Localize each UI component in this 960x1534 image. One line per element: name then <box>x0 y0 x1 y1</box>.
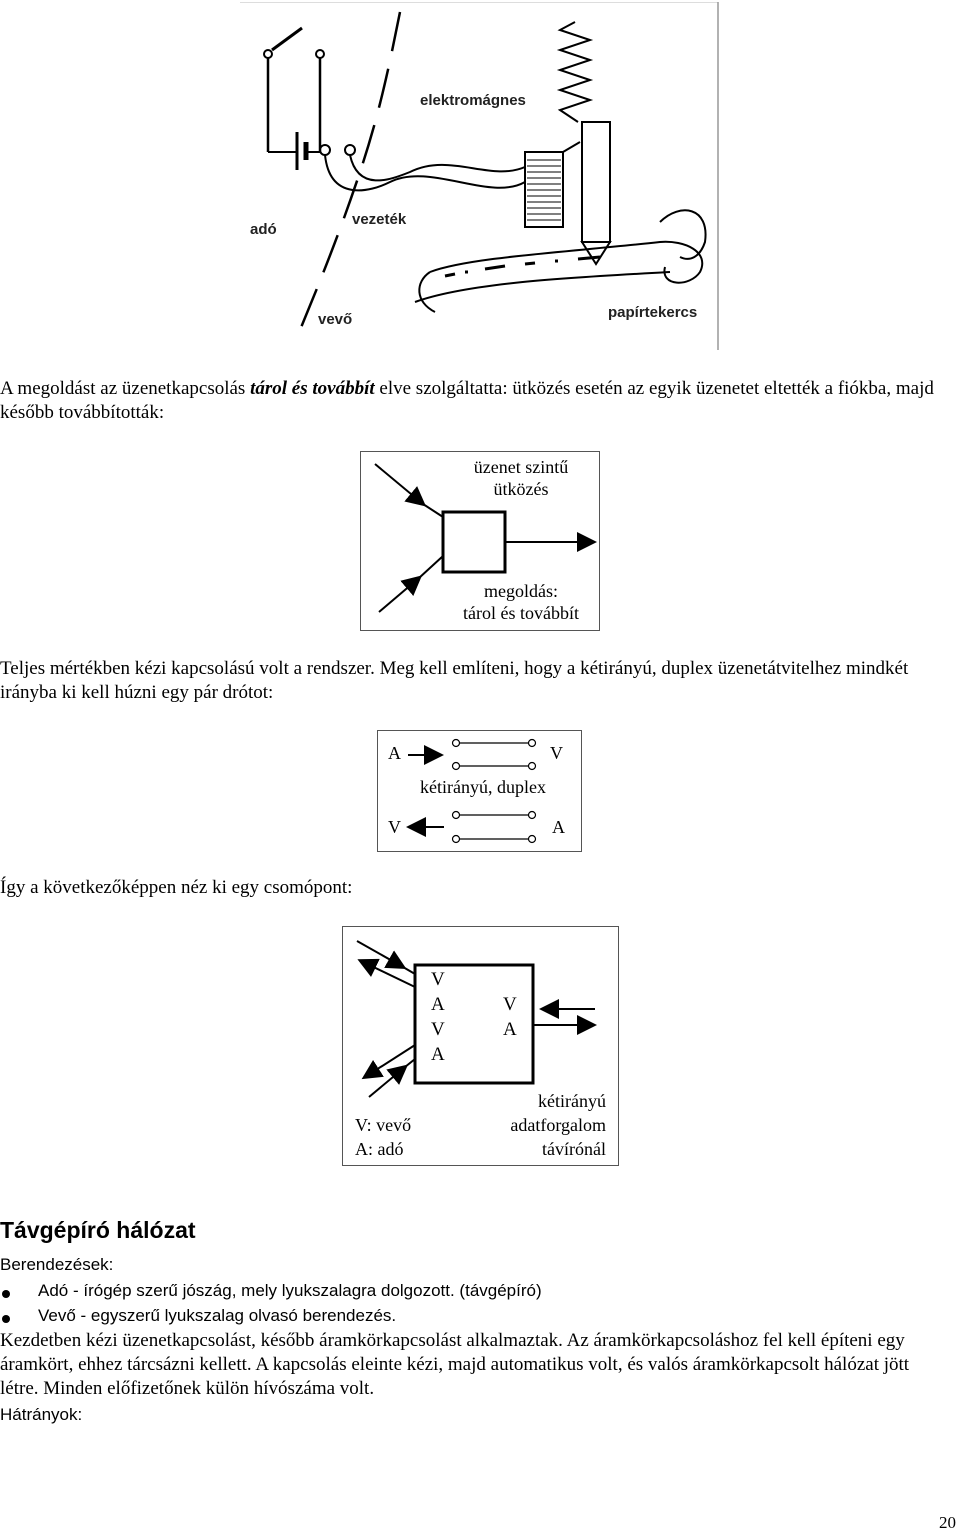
collision-top-label <box>451 456 591 500</box>
node-legend-a: A: adó <box>355 1139 404 1159</box>
bullet-item-sender <box>0 1281 955 1305</box>
wire-label: vezeték <box>352 211 407 228</box>
duplex-bottom-right: A <box>552 817 565 837</box>
node-caption-line2: adatforgalom <box>510 1115 606 1135</box>
node-right-a: A <box>503 1019 517 1040</box>
node-legend <box>355 1113 411 1161</box>
intro-text-bold: tárol és továbbít <box>250 378 375 399</box>
sender-label: adó <box>250 221 277 238</box>
node-left-v1: V <box>431 969 445 990</box>
bullet-text: Vevő - egyszerű lyukszalag olvasó berendezés. <box>38 1306 397 1325</box>
node-left-v2: V <box>431 1019 445 1040</box>
collision-bottom-line1: megoldás: <box>484 581 558 601</box>
collision-bottom-line2: tárol és továbbít <box>463 603 579 623</box>
node-left-a2: A <box>431 1044 445 1065</box>
section-heading: Távgépíró hálózat <box>0 1217 196 1243</box>
devices-label: Berendezések: <box>0 1255 114 1274</box>
bullet-dot-icon <box>2 1290 10 1298</box>
duplex-middle-label: kétirányú, duplex <box>420 777 546 797</box>
bullet-dot-icon <box>2 1315 10 1323</box>
telegraph-figure <box>240 2 720 350</box>
page-number: 20 <box>939 1513 956 1532</box>
node-diagram <box>342 926 619 1166</box>
intro-paragraph <box>0 377 955 425</box>
node-caption <box>510 1089 606 1161</box>
bullet-item-receiver <box>0 1306 955 1330</box>
collision-diagram <box>360 451 600 631</box>
bullet-text: Adó - írógép szerű jószág, mely lyukszalagra dolgozott. (távgépíró) <box>38 1281 542 1300</box>
electromagnet-label: elektromágnes <box>420 92 526 109</box>
receiver-label: vevő <box>318 311 353 328</box>
duplex-bottom-left: V <box>388 817 401 837</box>
node-right-v: V <box>503 994 517 1015</box>
node-left-column <box>431 967 445 1067</box>
paper-roll-label: papírtekercs <box>608 304 698 321</box>
node-left-a1: A <box>431 994 445 1015</box>
duplex-top-right: V <box>550 743 563 763</box>
node-legend-v: V: vevő <box>355 1115 412 1135</box>
telegraph-drawing <box>240 2 720 350</box>
drawbacks-label: Hátrányok: <box>0 1405 83 1424</box>
intro-text-before: A megoldást az üzenetkapcsolás <box>0 378 251 399</box>
node-right-column <box>503 992 517 1042</box>
node-caption-line1: kétirányú <box>538 1091 606 1111</box>
collision-top-line2: ütközés <box>493 479 549 499</box>
collision-bottom-label <box>451 580 591 624</box>
intro-text-after: elve szolgáltatta: ütközés esetén az egyik üzenetet eltették a fiókba, majd később továbbították: <box>0 378 934 423</box>
duplex-top-left: A <box>388 743 401 763</box>
duplex-diagram <box>377 730 582 852</box>
node-paragraph: Így a következőképpen néz ki egy csomópont: <box>0 877 353 898</box>
node-caption-line3: távírónál <box>542 1139 606 1159</box>
section-paragraph: Kezdetben kézi üzenetkapcsolást, később áramkörkapcsolást alkalmaztak. Az áramkörkapcsoláshoz fel kell építeni egy áramkört, ehhez tárcsázni kellett. A kapcsolás eleinte kézi, majd automatikus volt, és valós áramkörkapcsolt hálózat jött létre. Minden előfizetőnek külön hívószáma volt. <box>0 1330 910 1399</box>
duplex-paragraph: Teljes mértékben kézi kapcsolású volt a rendszer. Meg kell említeni, hogy a kétirányú, duplex üzenetátvitelhez mindkét irányba ki kell húzni egy pár drótot: <box>0 658 909 703</box>
collision-top-line1: üzenet szintű <box>473 457 569 477</box>
